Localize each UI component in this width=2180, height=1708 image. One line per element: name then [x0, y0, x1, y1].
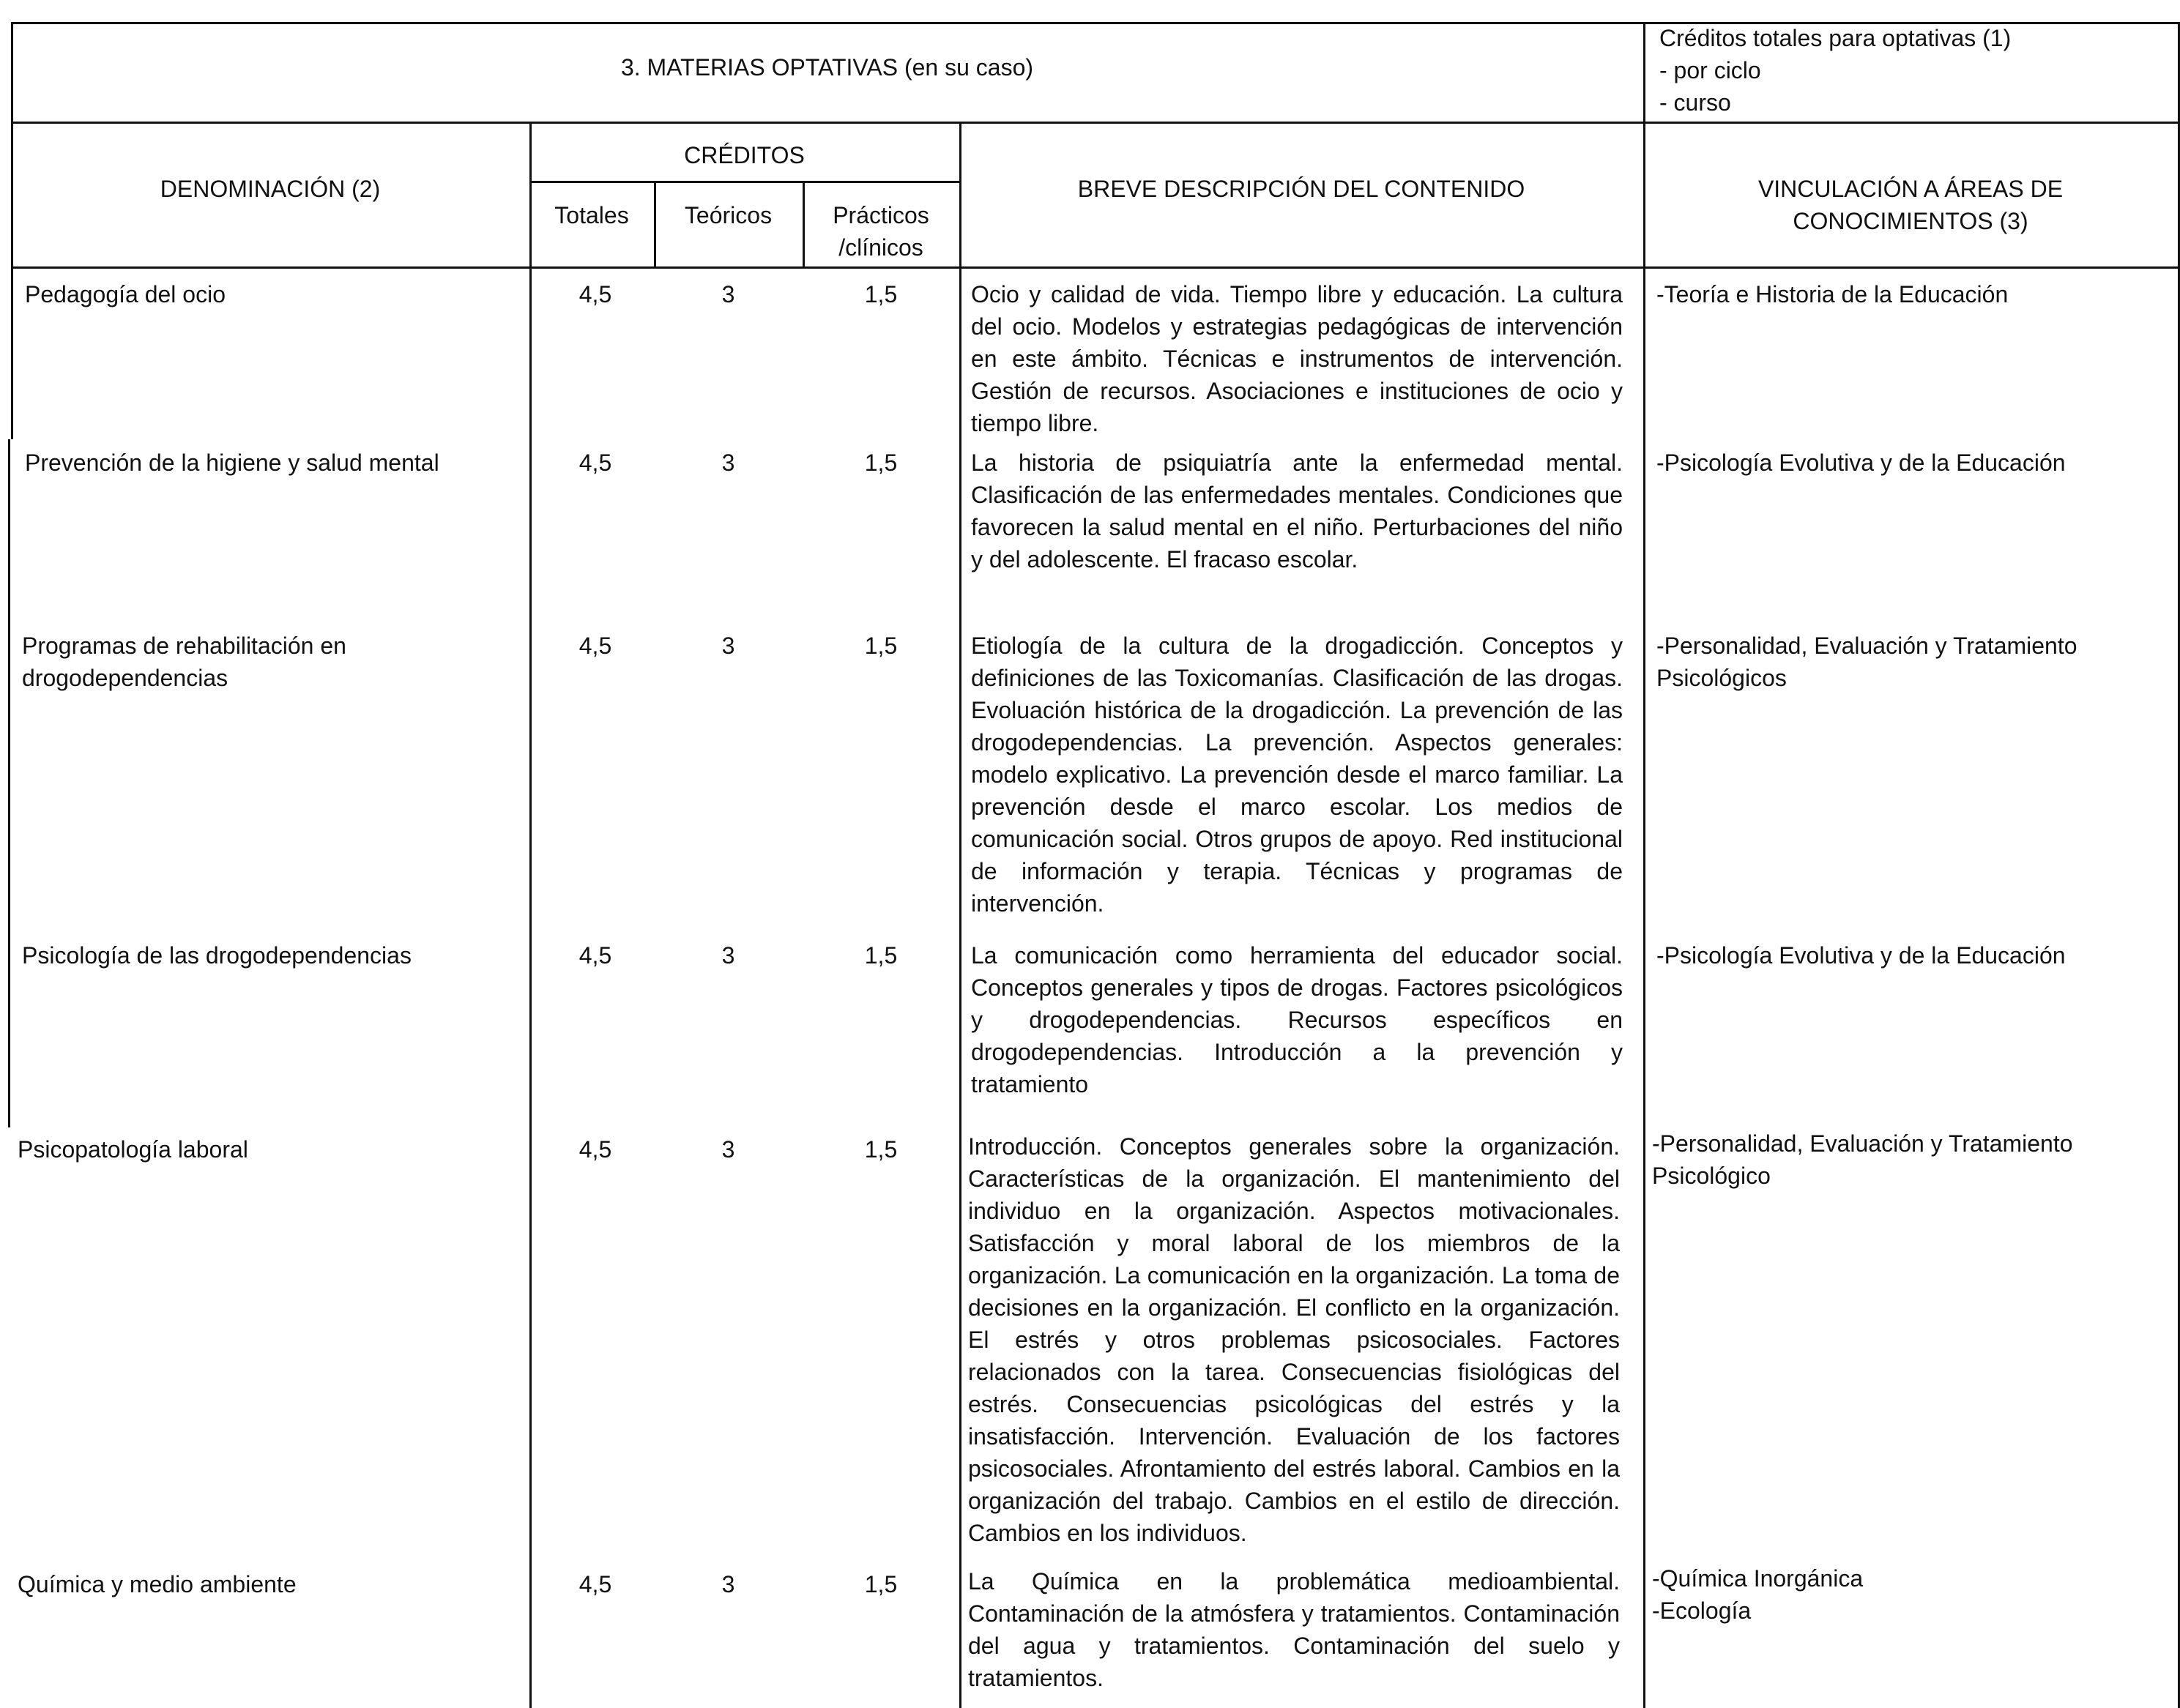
credits-practicos: 1,5 — [864, 633, 898, 659]
rule-col-creditos — [529, 122, 532, 1708]
col-teoricos-header: Teóricos — [684, 202, 773, 228]
rule-left — [11, 22, 13, 439]
rule-creditos-split — [529, 181, 959, 183]
credits-totales: 4,5 — [579, 450, 612, 476]
subject-areas: -Psicología Evolutiva y de la Educación — [1656, 450, 2066, 476]
section-title: 3. MATERIAS OPTATIVAS (en su caso) — [620, 54, 1034, 81]
credits-teoricos: 3 — [721, 1571, 735, 1597]
rule-col-vinculacion — [1643, 22, 1645, 1708]
credits-teoricos: 3 — [721, 942, 735, 969]
subject-description: Ocio y calidad de vida. Tiempo libre y educación. La cultura del ocio. Modelos y estrategias pedagógicas de intervención en este ámbito. Técnicas e instrumentos de intervención. Gestión de recursos. Asociaciones e instituciones de ocio y tiempo libre. — [971, 281, 1623, 436]
subject-areas: -Psicología Evolutiva y de la Educación — [1656, 942, 2066, 969]
subject-description: La Química en la problemática medioambiental. Contaminación de la atmósfera y tratamientos. Contaminación del agua y tratamientos. Contaminación del suelo y tratamientos. — [968, 1568, 1620, 1691]
credits-practicos: 1,5 — [864, 942, 898, 969]
subject-description: La historia de psiquiatría ante la enfermedad mental. Clasificación de las enfermedades mentales. Condiciones que favorecen la salud mental en el niño. Perturbaciones del niño y del adolescente. El fracaso escolar. — [971, 450, 1623, 573]
credits-totales: 4,5 — [579, 942, 612, 969]
col-descripcion-header: BREVE DESCRIPCIÓN DEL CONTENIDO — [1077, 176, 1525, 202]
col-denominacion-header: DENOMINACIÓN (2) — [160, 176, 381, 202]
rule-header-bottom — [11, 122, 2180, 124]
credits-practicos: 1,5 — [864, 1136, 898, 1163]
credits-teoricos: 3 — [721, 281, 735, 307]
credits-totales: 4,5 — [579, 633, 612, 659]
subject-areas: -Química Inorgánica -Ecología — [1652, 1565, 1864, 1624]
subject-name: Química y medio ambiente — [18, 1571, 297, 1597]
credits-teoricos: 3 — [721, 450, 735, 476]
credits-totales: 4,5 — [579, 1571, 612, 1597]
rule-col-descripcion — [959, 122, 961, 1708]
subject-description: Introducción. Conceptos generales sobre la organización. Características de la organización. El mantenimiento del individuo en la organización. Aspectos motivacionales. Satisfacción y moral laboral de los miembros de la organización. La comunicación en la organización. La toma de decisiones en la organización. El conflicto en la organización. El estrés y otros problemas psicosociales. Factores relacionados con la tarea. Consecuencias fisiológicas del estrés. Consecuencias psicológicas del estrés y la insatisfacción. Intervención. Evaluación de los factores psicosociales. Afrontamiento del estrés laboral. Cambios en la organización del trabajo. Cambios en el estilo de dirección. Cambios en los individuos. — [968, 1133, 1620, 1546]
credits-totales: 4,5 — [579, 281, 612, 307]
subject-description: Etiología de la cultura de la drogadicción. Conceptos y definiciones de las Toxicomanías. Clasificación de las drogas. Evoluación histórica de la drogadicción. La prevención de las drogodependencias. La prevención. Aspectos generales: modelo explicativo. La prevención desde el marco familiar. La prevención desde el marco escolar. Los medios de comunicación social. Otros grupos de apoyo. Red institucional de información y terapia. Técnicas y programas de intervención. — [971, 633, 1623, 917]
subject-name: Prevención de la higiene y salud mental — [25, 450, 439, 476]
credits-teoricos: 3 — [721, 1136, 735, 1163]
subject-areas: -Teoría e Historia de la Educación — [1656, 281, 2009, 307]
subject-name: Programas de rehabilitación en drogodependencias — [22, 633, 346, 691]
credits-totales: 4,5 — [579, 1136, 612, 1163]
rule-left-lower — [8, 439, 10, 1127]
subject-name: Pedagogía del ocio — [25, 281, 226, 307]
subject-description: La comunicación como herramienta del educador social. Conceptos generales y tipos de drogas. Factores psicológicos y drogodependencias. Recursos específicos en drogodependencias. Introducción a la prevención y tratamiento — [971, 942, 1623, 1097]
subject-name: Psicología de las drogodependencias — [22, 942, 412, 969]
credits-practicos: 1,5 — [864, 1571, 898, 1597]
col-creditos-header: CRÉDITOS — [684, 142, 805, 168]
credits-practicos: 1,5 — [864, 450, 898, 476]
rule-columns-bottom — [11, 266, 2180, 269]
credits-teoricos: 3 — [721, 633, 735, 659]
subject-name: Psicopatología laboral — [18, 1136, 248, 1163]
subject-areas: -Personalidad, Evaluación y Tratamiento Psicológicos — [1656, 633, 2077, 691]
col-totales-header: Totales — [554, 202, 629, 228]
credits-practicos: 1,5 — [864, 281, 898, 307]
col-vinculacion-header: VINCULACIÓN A ÁREAS DE CONOCIMIENTOS (3) — [1757, 176, 2064, 234]
credits-total-label: Créditos totales para optativas (1) - por ciclo - curso — [1659, 25, 2012, 116]
col-practicos-header: Prácticos /clínicos — [833, 202, 929, 261]
subject-areas: -Personalidad, Evaluación y Tratamiento Psicológico — [1652, 1130, 2073, 1189]
